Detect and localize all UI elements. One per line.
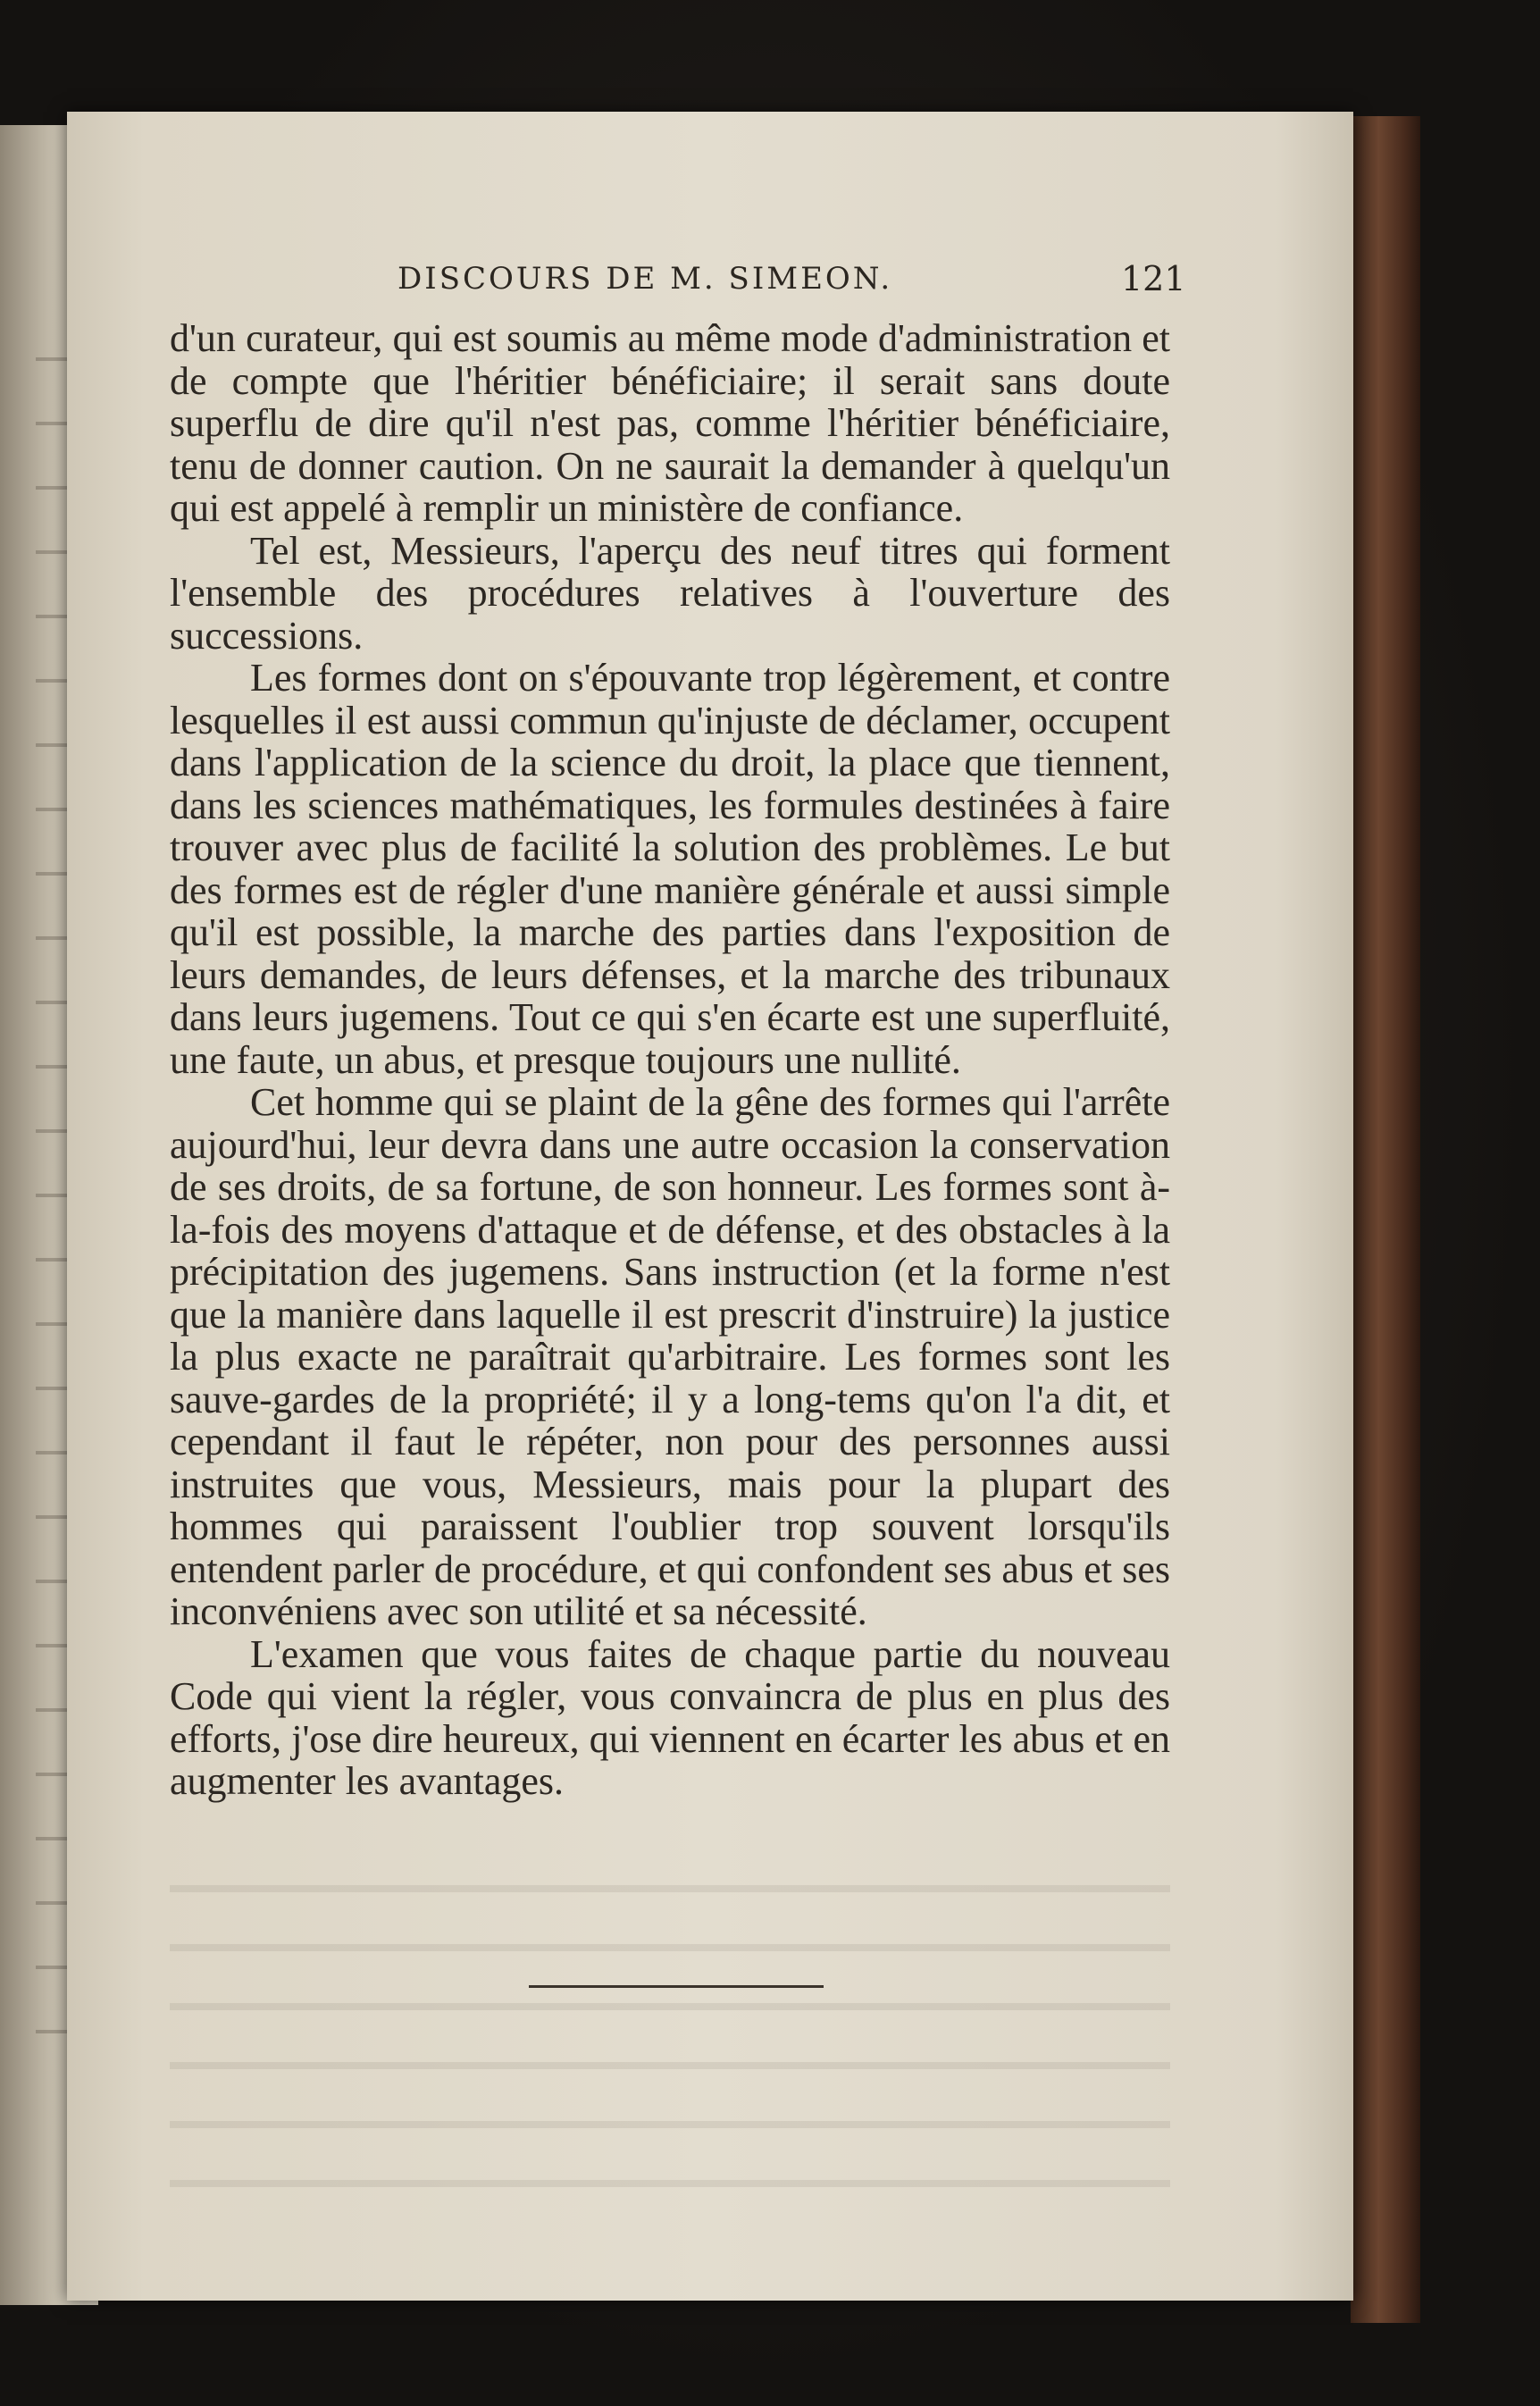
paragraph-2: Tel est, Messieurs, l'aperçu des neuf titres qui forment l'ensemble des procédures relatives à l'ouverture des successions. (170, 528, 1170, 658)
page-number: 121 (1121, 259, 1186, 298)
paragraph-3: Les formes dont on s'épouvante trop légèrement, et contre lesquelles il est aussi commun qu'injuste de déclamer, occupent dans l'application de la science du droit, la place que tiennent, dans les sciences mathématiques, les formules destinées à faire trouver avec plus de facilité la solution des problèmes. Le but des formes est de régler d'une manière générale et aussi simple qu'il est possible, la marche des parties dans l'exposition de leurs demandes, de leurs défenses, et la marche des tribunaux dans leurs jugemens. Tout ce qui s'en écarte est une superfluité, une faute, un abus, et presque toujours une nullité. (170, 656, 1170, 1082)
paragraph-1: d'un curateur, qui est soumis au même mode d'administration et de compte que l'héritier bénéficiaire; il serait sans doute superflu de dire qu'il n'est pas, comme l'héritier bénéficiaire, tenu de donner caution. On ne saurait la demander à quelqu'un qui est appelé à remplir un ministère de confiance. (170, 316, 1170, 530)
paragraph-4: Cet homme qui se plaint de la gêne des formes qui l'arrête aujourd'hui, leur devra dans une autre occasion la conservation de ses droits, de sa fortune, de son honneur. Les formes sont à-la-fois des moyens d'attaque et de défense, et des obstacles à la précipitation des jugemens. Sans instruction (et la forme n'est que la manière dans laquelle il est prescrit d'instruire) la justice la plus exacte ne paraîtrait qu'arbitraire. Les formes sont les sauve-gardes de la propriété; il y a long-tems qu'on l'a dit, et cependant il faut le répéter, non pour des personnes aussi instruites que vous, Messieurs, mais pour la plupart des hommes qui paraissent l'oublier trop souvent lorsqu'ils entendent parler de procédure, et qui confondent ses abus et ses inconvéniens avec son utilité et sa nécessité. (170, 1080, 1170, 1633)
show-through-from-reverse (170, 1858, 1170, 2216)
running-head: DISCOURS DE M. SIMEON. (398, 261, 893, 297)
section-end-rule (529, 1985, 824, 1988)
paragraph-5: L'examen que vous faites de chaque partie du nouveau Code qui vient la régler, vous convaincra de plus en plus des efforts, j'ose dire heureux, qui viennent en écarter les abus et en augmenter les avantages. (170, 1631, 1170, 1803)
book-cover-edge (1351, 116, 1420, 2323)
body-text (170, 317, 1170, 1803)
